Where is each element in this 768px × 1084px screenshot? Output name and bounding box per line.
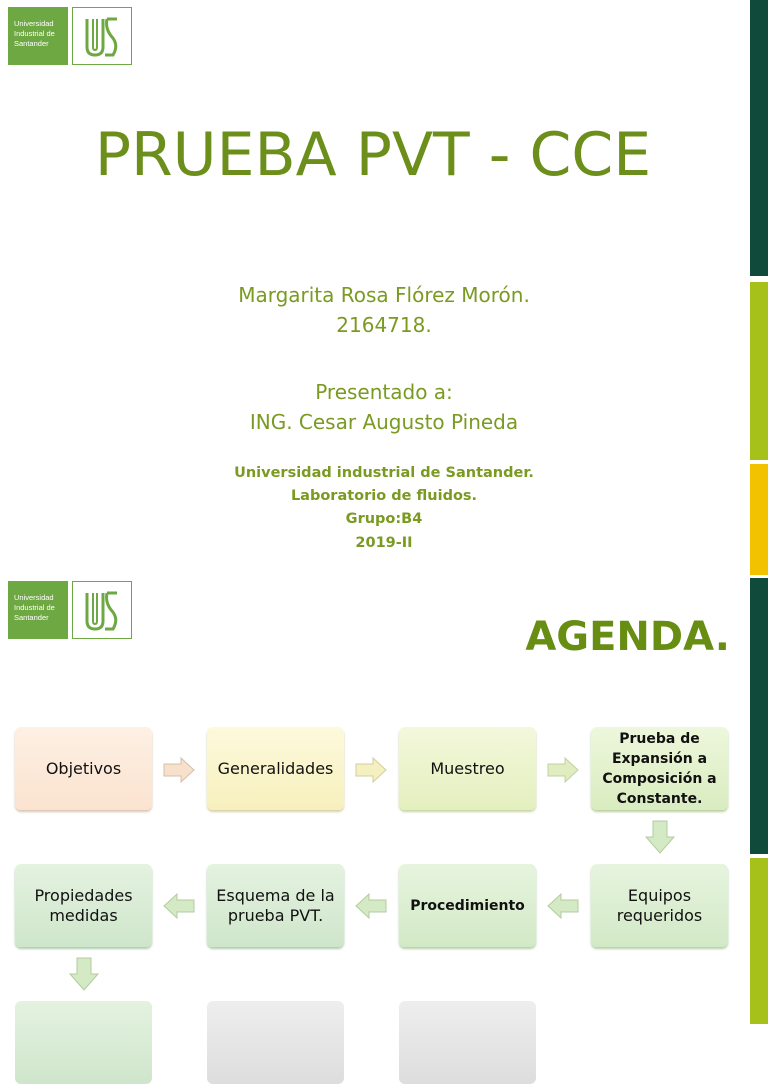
university-logo <box>8 7 132 65</box>
box-prueba-cce: Prueba de Expansión a Composición a Constante. <box>591 727 728 810</box>
page-title: PRUEBA PVT - CCE <box>94 120 652 190</box>
lab-name: Laboratorio de fluidos. <box>290 488 478 504</box>
logo-emblem <box>72 7 132 65</box>
university-name: Universidad industrial de Santander. <box>234 465 534 481</box>
box-muestreo: Muestreo <box>399 727 536 810</box>
box-generalidades <box>207 727 344 810</box>
arrow-right-icon <box>163 757 195 783</box>
uis-emblem-icon <box>85 17 121 57</box>
presented-label: Presentado a: <box>315 380 453 404</box>
uis-emblem-icon <box>85 591 121 631</box>
box-row3-2 <box>207 1001 344 1084</box>
box-equipos: Equipos requeridos <box>591 864 728 947</box>
box-row3-1 <box>15 1001 152 1084</box>
stripe-dark-mid <box>750 578 768 854</box>
logo-line: Industrial de <box>14 603 55 612</box>
arrow-left-icon <box>355 893 387 919</box>
logo-line: Universidad <box>14 593 54 602</box>
period: 2019-II <box>355 535 413 551</box>
box-esquema: Esquema de la prueba PVT. <box>207 864 344 947</box>
box-row3-3 <box>399 1001 536 1084</box>
arrow-down-icon <box>69 957 99 991</box>
university-logo-slide2 <box>8 581 132 639</box>
student-code: 2164718. <box>336 313 432 337</box>
arrow-left-icon <box>163 893 195 919</box>
author-name: Margarita Rosa Flórez Morón. <box>238 283 530 307</box>
arrow-right-icon <box>355 757 387 783</box>
logo-emblem <box>72 581 132 639</box>
box-objetivos: Objetivos <box>15 727 152 810</box>
logo-text-panel <box>8 581 68 639</box>
box-procedimiento: Procedimiento <box>399 864 536 947</box>
logo-line: Industrial de <box>14 29 55 38</box>
stripe-dark-top <box>750 0 768 276</box>
logo-line: Santander <box>14 613 49 622</box>
agenda-title: AGENDA. <box>525 614 730 660</box>
logo-line: Santander <box>14 39 49 48</box>
box-generalidades-label: Generalidades <box>217 758 334 778</box>
box-propiedades: Propiedades medidas <box>15 864 152 947</box>
group: Grupo:B4 <box>345 511 423 527</box>
stripe-lime-bottom <box>750 858 768 1024</box>
logo-line: Universidad <box>14 19 54 28</box>
presented-to: ING. Cesar Augusto Pineda <box>249 410 519 434</box>
arrow-right-icon <box>547 757 579 783</box>
arrow-left-icon <box>547 893 579 919</box>
arrow-down-icon <box>645 820 675 854</box>
logo-text-panel <box>8 7 68 65</box>
